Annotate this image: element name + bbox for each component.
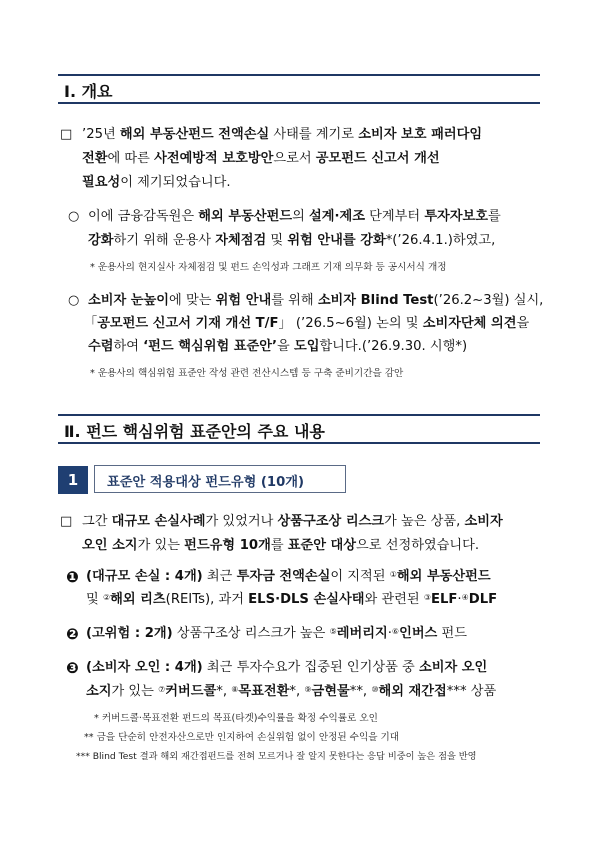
section-title: Ⅰ. 개요 (64, 82, 113, 101)
number-circle-1: ❶ (66, 568, 79, 586)
section-header-overview (58, 74, 540, 104)
text-line: 소지가 있는 ⑦커버드콜*, ⑧목표전환*, ⑨금현물**, ⑩해외 재간접*** 상품 (86, 684, 497, 699)
footnote: * 운용사의 현지실사 자체점검 및 펀드 손익성과 그래프 기재 의무화 등 공시서식 개정 (90, 262, 447, 273)
text-line: 그간 대규모 손실사례가 있었거나 상품구조상 리스크가 높은 상품, 소비자 (82, 514, 503, 529)
number-circle-2: ❷ (66, 625, 79, 643)
square-bullet: □ (60, 127, 73, 142)
circle-bullet: ○ (68, 293, 80, 308)
text-line: 소비자 눈높이에 맞는 위험 안내를 위해 소비자 Blind Test(’26.2~3월) 실시, (88, 293, 544, 308)
text-line: ’25년 해외 부동산펀드 전액손실 사태를 계기로 소비자 보호 패러다임 (82, 127, 483, 142)
footnote: * 운용사의 핵심위험 표준안 작성 관련 전산시스템 등 구축 준비기간을 감안 (90, 368, 404, 379)
text-line: (대규모 손실 : 4개) 최근 투자금 전액손실이 지적된 ①해외 부동산펀드 (86, 569, 491, 584)
footnote: * 커버드콜·목표전환 펀드의 목표(타겟)수익률을 확정 수익률로 오인 (94, 713, 378, 724)
text-line: (소비자 오인 : 4개) 최근 투자수요가 집중된 인기상품 중 소비자 오인 (86, 660, 488, 675)
subsection-number: 1 (58, 466, 88, 494)
text-line: 전환에 따른 사전예방적 보호방안으로서 공모펀드 신고서 개선 (82, 151, 440, 166)
text-line: 및 ②해외 리츠(REITs), 과거 ELS·DLS 손실사태와 관련된 ③ELF·④DLF (86, 592, 498, 607)
circle-bullet: ○ (68, 209, 80, 224)
text-line: 「공모펀드 신고서 기재 개선 T/F」 (’26.5~6월) 논의 및 소비자단체 의견을 (84, 316, 530, 331)
text-line: 수렴하여 ‘펀드 핵심위험 표준안’을 도입합니다.(’26.9.30. 시행*) (88, 339, 468, 354)
text-line: 필요성이 제기되었습니다. (82, 175, 231, 190)
number-circle-3: ❸ (66, 659, 79, 677)
square-bullet: □ (60, 514, 73, 529)
section-header-main-content (58, 414, 540, 444)
text-line: 이에 금융감독원은 해외 부동산펀드의 설계·제조 단계부터 투자자보호를 (88, 209, 501, 224)
text-line: 강화하기 위해 운용사 자체점검 및 위험 안내를 강화*(’26.4.1.)하였고, (88, 233, 496, 248)
subsection-title: 표준안 적용대상 펀드유형 (10개) (107, 475, 305, 490)
section-title: Ⅱ. 펀드 핵심위험 표준안의 주요 내용 (64, 422, 325, 441)
text-line: (고위험 : 2개) 상품구조상 리스크가 높은 ⑤레버리지·⑥인버스 펀드 (86, 626, 467, 641)
footnote: *** Blind Test 결과 해외 재간접펀드를 전혀 모르거나 잘 알지 못한다는 응답 비중이 높은 점을 반영 (76, 751, 477, 762)
text-line: 오인 소지가 있는 펀드유형 10개를 표준안 대상으로 선정하였습니다. (82, 538, 480, 553)
footnote: ** 금을 단순히 안전자산으로만 인지하여 손실위험 없이 안정된 수익을 기대 (84, 732, 400, 743)
subsection-title-box (94, 465, 346, 493)
